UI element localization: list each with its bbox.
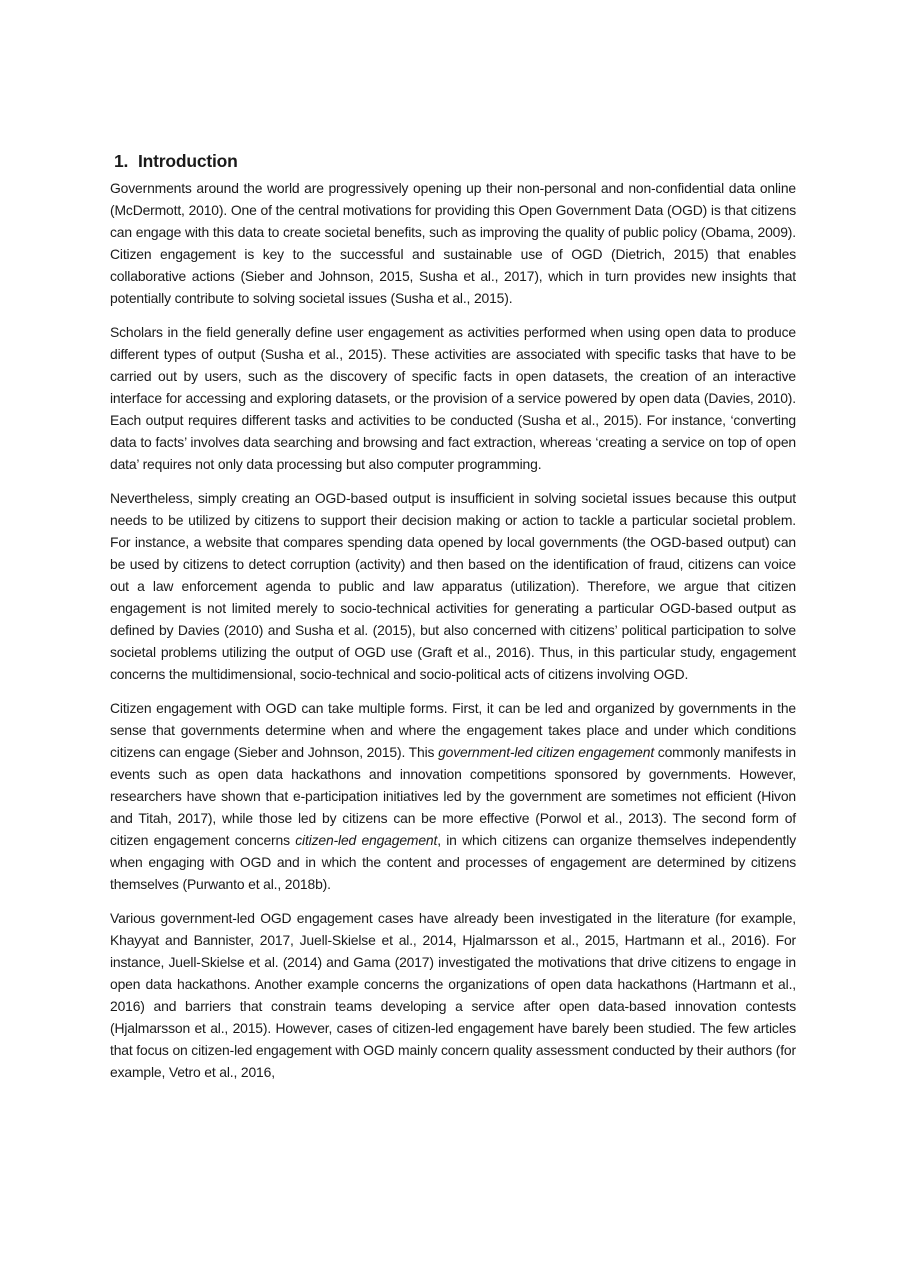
text-segment: commonly manifests in events such as open data hackathons and innovation competitions sponsored by governments. However, researchers have shown that e-participation initiatives led by the government are sometimes not efficient (Hivon and Titah, 2017), while those led by citizens can be more effective (Porwol et al., 2013). The second form of citizen engagement concerns (110, 744, 797, 848)
text-segment: Scholars in the field generally define user engagement as activities performed when using open data to produce different types of output (Susha et al., 2015). These activities are associated with specific tasks that have to be carried out by users, such as the discovery of specific facts in open datasets, the creation of an interactive interface for accessing and exploring datasets, or the provision of a service powered by open data (Davies, 2010). Each output requires different tasks and activities to be conducted (Susha et al., 2015). For instance, ‘converting data to facts’ involves data searching and browsing and fact extraction, whereas ‘creating a service on top of open data’ requires not only data processing but also computer programming. (110, 324, 796, 472)
text-segment: Nevertheless, simply creating an OGD-based output is insufficient in solving societal issues because this output needs to be utilized by citizens to support their decision making or action to tackle a particular societal problem. For instance, a website that compares spending data opened by local governments (the OGD-based output) can be used by citizens to detect corruption (activity) and then based on the identification of fraud, citizens can voice out a law enforcement agenda to public and law apparatus (utilization). Therefore, we argue that citizen engagement is not limited merely to socio-technical activities for generating a particular OGD-based output as defined by Davies (2010) and Susha et al. (2015), but also concerned with citizens’ political participation to solve societal problems utilizing the output of OGD use (Graft et al., 2016). Thus, in this particular study, engagement concerns the multidimensional, socio-technical and socio-political acts of citizens involving OGD. (110, 490, 796, 682)
text-segment: Governments around the world are progressively opening up their non-personal and non-confidential data online (McDermott, 2010). One of the central motivations for providing this Open Government Data (OGD) is that citizens can engage with this data to create societal benefits, such as improving the quality of public policy (Obama, 2009). Citizen engagement is key to the successful and sustainable use of OGD (Dietrich, 2015) that enables collaborative actions (Sieber and Johnson, 2015, Susha et al., 2017), which in turn provides new insights that potentially contribute to solving societal issues (Susha et al., 2015). (110, 180, 796, 306)
section-number: 1. (114, 151, 129, 171)
italic-term: citizen-led engagement (295, 832, 438, 848)
section-heading (114, 148, 796, 174)
text-segment: Various government-led OGD engagement cases have already been investigated in the literature (for example, Khayyat and Bannister, 2017, Juell-Skielse et al., 2014, Hjalmarsson et al., 2015, Hartmann et al., 2016). For instance, Juell-Skielse et al. (2014) and Gama (2017) investigated the motivations that drive citizens to engage in open data hackathons. Another example concerns the organizations of open data hackathons (Hartmann et al., 2016) and barriers that constrain teams developing a service after open data-based innovation contests (Hjalmarsson et al., 2015). However, cases of citizen-led engagement have barely been studied. The few articles that focus on citizen-led engagement with OGD mainly concern quality assessment conducted by their authors (for example, Vetro et al., 2016, (110, 910, 796, 1080)
document-page (110, 148, 796, 1095)
paragraph (110, 321, 796, 475)
paragraph (110, 487, 796, 685)
paragraph (110, 907, 796, 1083)
paragraph (110, 177, 796, 309)
section-title: Introduction (138, 151, 238, 171)
body-text (110, 177, 796, 1083)
text-segment: Citizen engagement with OGD can take multiple forms. First, it can be led and organized by governments in the sense that governments determine when and where the engagement takes place and under which conditions citizens can engage (Sieber and Johnson, 2015). This (110, 700, 796, 760)
text-segment: , in which citizens can organize themselves independently when engaging with OGD and in which the content and processes of engagement are determined by citizens themselves (Purwanto et al., 2018b). (110, 832, 797, 892)
paragraph (110, 697, 796, 895)
italic-term: government-led citizen engagement (438, 744, 655, 760)
